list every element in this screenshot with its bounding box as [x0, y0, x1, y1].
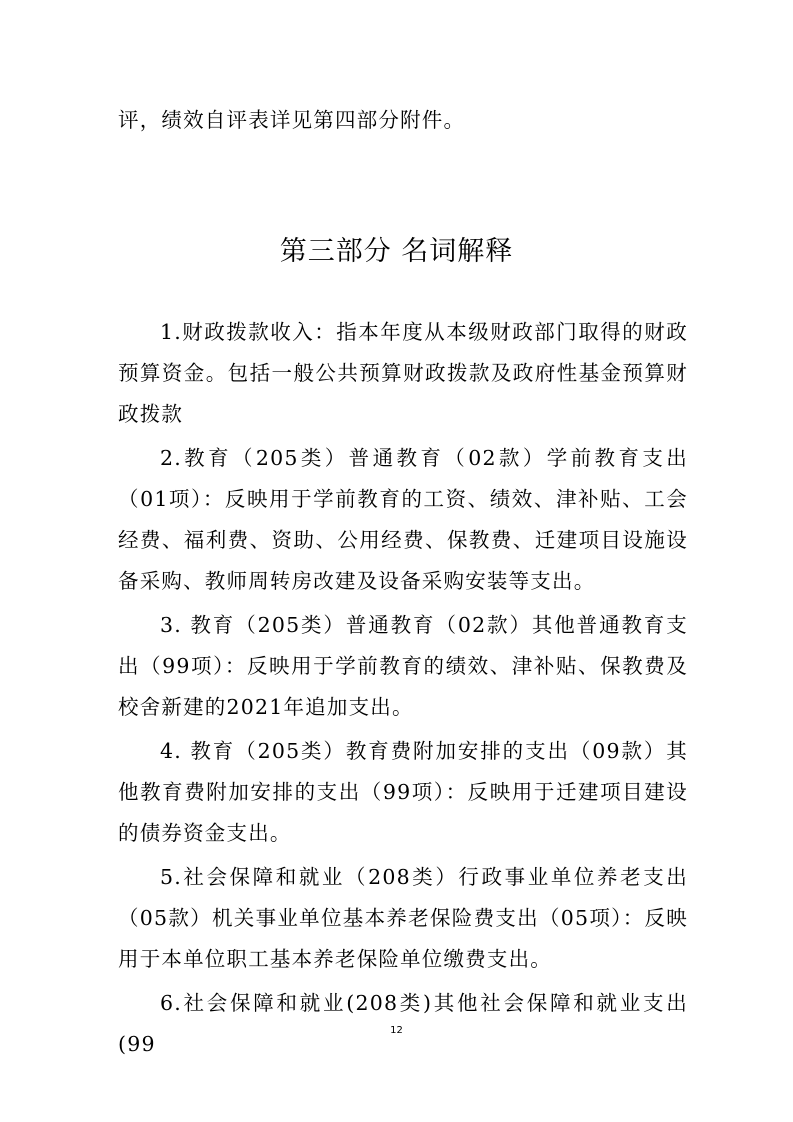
page-number: 12	[390, 1025, 403, 1036]
definition-item-3: 3. 教育（205类）普通教育（02款）其他普通教育支出（99项）：反映用于学前教育的绩效、津补贴、保教费及校舍新建的2021年追加支出。	[118, 613, 688, 719]
definition-item-6: 6.社会保障和就业(208类)其他社会保障和就业支出(99	[118, 991, 688, 1056]
definition-item-5: 5.社会保障和就业（208类）行政事业单位养老支出（05款）机关事业单位基本养老保险费支出（05项）：反映用于本单位职工基本养老保险单位缴费支出。	[118, 865, 688, 971]
definition-item-2: 2.教育（205类）普通教育（02款）学前教育支出（01项）：反映用于学前教育的工资、绩效、津补贴、工会经费、福利费、资助、公用经费、保教费、迁建项目设施设备采购、教师周转房改建及设备采购安装等支出。	[118, 446, 688, 593]
continuation-text: 评，绩效自评表详见第四部分附件。	[118, 108, 466, 132]
definition-item-1: 1.财政拨款收入：指本年度从本级财政部门取得的财政预算资金。包括一般公共预算财政拨款及政府性基金预算财政拨款	[118, 320, 688, 426]
definitions-list	[118, 312, 688, 1065]
definition-item-4: 4. 教育（205类）教育费附加安排的支出（09款）其他教育费附加安排的支出（99项）：反映用于迁建项目建设的债券资金支出。	[118, 739, 688, 845]
section-title: 第三部分 名词解释	[279, 236, 514, 267]
continuation-paragraph	[118, 100, 688, 141]
